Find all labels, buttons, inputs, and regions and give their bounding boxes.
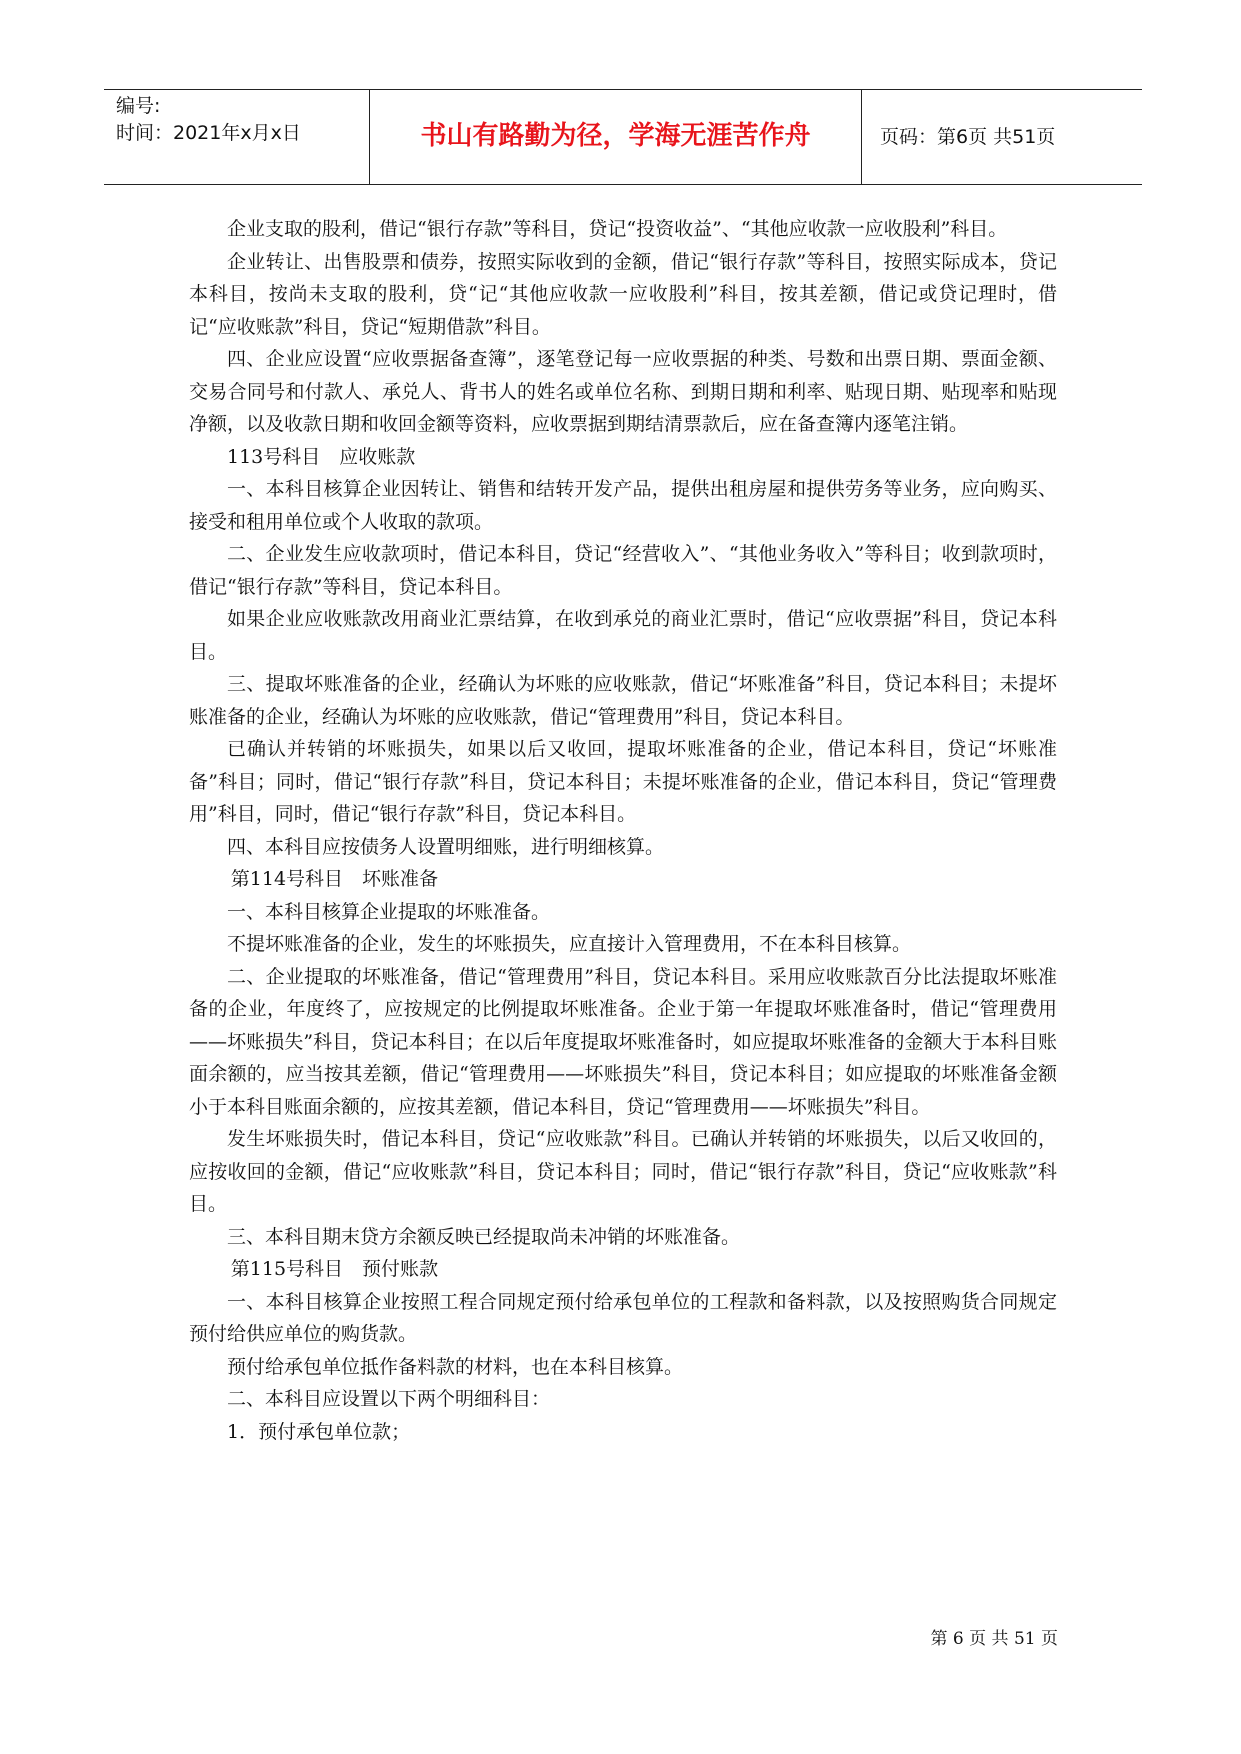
paragraph: 二、企业提取的坏账准备，借记“管理费用”科目，贷记本科目。采用应收账款百分比法提取坏账准备的企业，年度终了，应按规定的比例提取坏账准备。企业于第一年提取坏账准备时，借记“管理费用——坏账损失”科目，贷记本科目；在以后年度提取坏账准备时，如应提取坏账准备的金额大于本科目账面余额的，应当按其差额，借记“管理费用——坏账损失”科目，贷记本科目；如应提取的坏账准备金额小于本科目账面余额的，应按其差额，借记本科目，贷记“管理费用——坏账损失”科目。 [189, 965, 1057, 1118]
paragraph: 企业支取的股利，借记“银行存款”等科目，贷记“投资收益”、“其他应收款一应收股利”科目。 [227, 218, 1008, 240]
page-footer: 第 6 页 共 51 页 [930, 1629, 1058, 1649]
header-motto-cell [370, 90, 862, 184]
paragraph: 二、企业发生应收款项时，借记本科目，贷记“经营收入”、“其他业务收入”等科目；收到款项时，借记“银行存款”等科目，贷记本科目。 [189, 543, 1057, 598]
header-motto: 书山有路勤为径，学海无涯苦作舟 [420, 121, 811, 151]
section-heading-114: 第114号科目 坏账准备 [230, 868, 439, 890]
paragraph: 已确认并转销的坏账损失，如果以后又收回，提取坏账准备的企业，借记本科目，贷记“坏账准备”科目；同时，借记“银行存款”科目，贷记本科目；未提坏账准备的企业，借记本科目，贷记“管理费用”科目，同时，借记“银行存款”科目，贷记本科目。 [189, 738, 1057, 825]
paragraph: 三、提取坏账准备的企业，经确认为坏账的应收账款，借记“坏账准备”科目，贷记本科目；未提坏账准备的企业，经确认为坏账的应收账款，借记“管理费用”科目，贷记本科目。 [189, 673, 1057, 728]
page-header [104, 89, 1142, 185]
paragraph: 不提坏账准备的企业，发生的坏账损失，应直接计入管理费用，不在本科目核算。 [227, 933, 912, 955]
paragraph: 发生坏账损失时，借记本科目，贷记“应收账款”科目。已确认并转销的坏账损失，以后又收回的，应按收回的金额，借记“应收账款”科目，贷记本科目；同时，借记“银行存款”科目，贷记“应收账款”科目。 [189, 1128, 1057, 1215]
paragraph: 一、本科目核算企业提取的坏账准备。 [227, 900, 551, 923]
section-heading-115: 第115号科目 预付账款 [230, 1258, 439, 1280]
paragraph: 企业转让、出售股票和债券，按照实际收到的金额，借记“银行存款”等科目，按照实际成本，贷记本科目，按尚未支取的股利，贷“记“其他应收款一应收股利”科目，按其差额，借记或贷记理时，借记“应收账款”科目，贷记“短期借款”科目。 [189, 250, 1057, 338]
paragraph: 四、企业应设置“应收票据备查簿”，逐笔登记每一应收票据的种类、号数和出票日期、票面金额、交易合同号和付款人、承兑人、背书人的姓名或单位名称、到期日期和利率、贴现日期、贴现率和贴现净额，以及收款日期和收回金额等资料，应收票据到期结清票款后，应在备查簿内逐笔注销。 [189, 348, 1057, 435]
header-page-number: 页码：第6页 共51页 [880, 126, 1056, 148]
section-heading-113: 113号科目 应收账款 [227, 445, 416, 468]
paragraph: 一、本科目核算企业因转让、销售和结转开发产品，提供出租房屋和提供劳务等业务，应向购买、接受和租用单位或个人收取的款项。 [189, 478, 1057, 533]
paragraph: 三、本科目期末贷方余额反映已经提取尚未冲销的坏账准备。 [227, 1225, 741, 1248]
list-item: 1．预付承包单位款； [227, 1420, 411, 1443]
header-left-cell [104, 90, 370, 184]
document-body [189, 213, 1057, 1448]
paragraph: 一、本科目核算企业按照工程合同规定预付给承包单位的工程款和备料款，以及按照购货合同规定预付给供应单位的购货款。 [189, 1290, 1057, 1345]
paragraph: 四、本科目应按债务人设置明细账，进行明细核算。 [227, 835, 665, 858]
paragraph: 预付给承包单位抵作备料款的材料，也在本科目核算。 [227, 1355, 684, 1378]
header-page-cell [862, 90, 1142, 184]
paragraph: 二、本科目应设置以下两个明细科目： [227, 1388, 551, 1410]
paragraph: 如果企业应收账款改用商业汇票结算，在收到承兑的商业汇票时，借记“应收票据”科目，贷记本科目。 [189, 608, 1057, 663]
document-number-label: 编号: [116, 95, 161, 117]
document-time-label: 时间：2021年x月x日 [116, 122, 301, 144]
